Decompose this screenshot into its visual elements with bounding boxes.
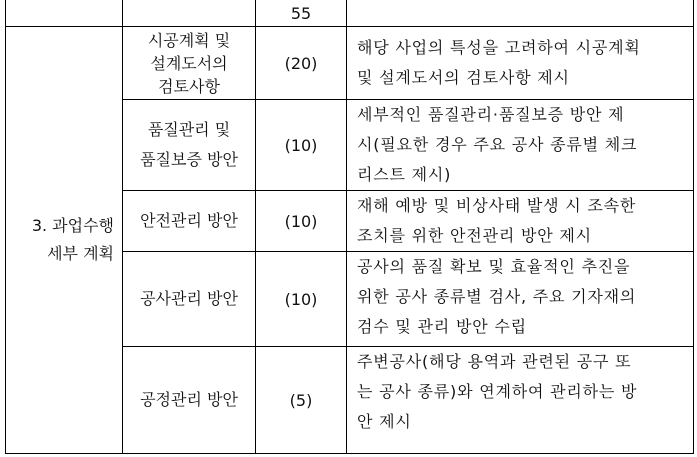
item-name-line: 공정관리 방안 (140, 390, 238, 409)
item-name-line: 공사관리 방안 (140, 289, 238, 308)
table-row-total (6, 0, 694, 27)
total-score: 55 (256, 0, 347, 27)
description-line: 세부적인 품질관리·품질보증 방안 제 (357, 105, 625, 124)
section-label-line: 3. 과업수행 (31, 216, 114, 235)
item-description (347, 191, 694, 252)
item-name-line: 안전관리 방안 (140, 211, 238, 230)
item-name-line: 품질보증 방안 (140, 150, 238, 169)
item-score: (10) (256, 100, 347, 191)
desc-cell-empty (347, 0, 694, 27)
description-line: 리스트 제시) (357, 165, 452, 184)
item-score: (5) (256, 347, 347, 454)
item-description (347, 347, 694, 454)
description-line: 는 공사 종류)와 연계하여 관리하는 방 (357, 382, 638, 401)
item-name (123, 191, 256, 252)
description-line: 재해 예방 및 비상사태 발생 시 조속한 (357, 196, 637, 215)
description-line: 위한 공사 종류별 검사, 주요 기자재의 (357, 287, 637, 306)
description-line: 주변공사(해당 용역과 관련된 공구 또 (357, 352, 632, 371)
section-cell-top (6, 0, 123, 27)
item-score: (20) (256, 27, 347, 100)
section-label (6, 27, 123, 454)
item-name (123, 100, 256, 191)
description-line: 검수 및 관리 방안 수립 (357, 317, 527, 336)
description-line: 및 설계도서의 검토사항 제시 (357, 68, 570, 87)
item-score: (10) (256, 191, 347, 252)
evaluation-criteria-table (5, 0, 694, 454)
item-description (347, 252, 694, 347)
description-line: 시(필요한 경우 주요 공사 종류별 체크 (357, 135, 638, 154)
item-description (347, 100, 694, 191)
description-line: 조치를 위한 안전관리 방안 제시 (357, 226, 592, 245)
item-name-line: 시공계획 및 (147, 30, 231, 50)
section-label-line: 세부 계획 (47, 244, 114, 263)
item-name (123, 347, 256, 454)
item-name-line: 품질관리 및 (147, 120, 231, 139)
description-line: 해당 사업의 특성을 고려하여 시공계획 (357, 38, 641, 57)
item-name-line: 설계도서의 (150, 53, 228, 73)
item-name (123, 27, 256, 100)
item-description (347, 27, 694, 100)
item-name (123, 252, 256, 347)
item-score: (10) (256, 252, 347, 347)
description-line: 안 제시 (357, 412, 412, 431)
item-name-line: 검토사항 (158, 76, 220, 96)
item-cell-empty (123, 0, 256, 27)
table-row (6, 27, 694, 100)
description-line: 공사의 품질 확보 및 효율적인 추진을 (357, 257, 631, 276)
